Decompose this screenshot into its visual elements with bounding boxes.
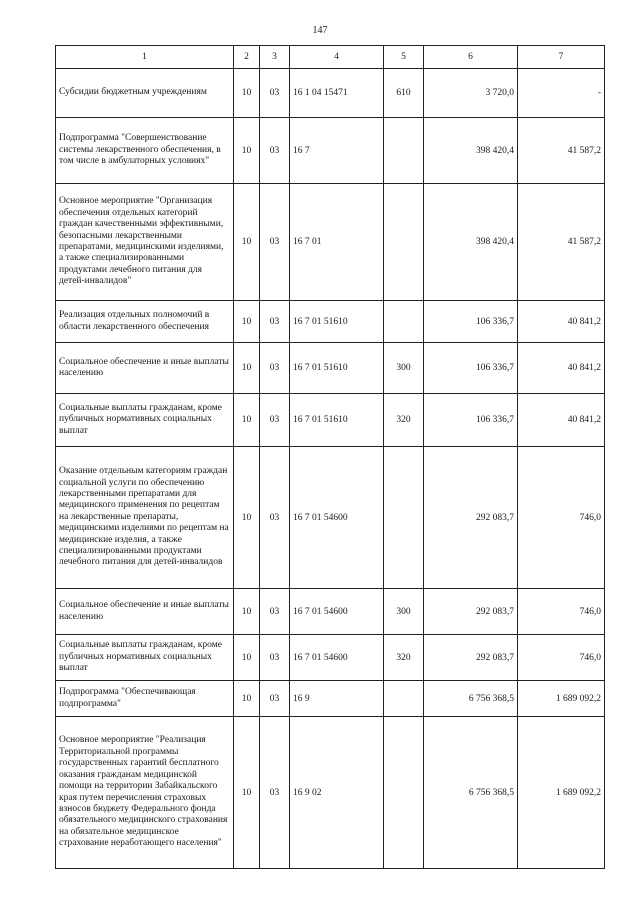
cell-target-code: 16 7 (290, 118, 384, 184)
cell-target-code: 16 9 (290, 681, 384, 717)
header-col-3: 3 (260, 46, 290, 69)
cell-expense-type (384, 184, 424, 301)
cell-amount-1: 398 420,4 (424, 184, 518, 301)
cell-section: 10 (234, 589, 260, 635)
cell-name: Подпрограмма "Совершенствование системы лекарственного обеспечения, в том числе в амбулаторных условиях" (56, 118, 234, 184)
cell-amount-2: 40 841,2 (518, 301, 605, 343)
cell-expense-type (384, 301, 424, 343)
cell-section: 10 (234, 184, 260, 301)
cell-amount-1: 6 756 368,5 (424, 681, 518, 717)
cell-amount-1: 6 756 368,5 (424, 717, 518, 869)
header-row (56, 46, 605, 69)
cell-amount-1: 398 420,4 (424, 118, 518, 184)
cell-name: Субсидии бюджетным учреждениям (56, 69, 234, 118)
budget-table (55, 45, 605, 869)
cell-expense-type (384, 118, 424, 184)
cell-target-code: 16 7 01 51610 (290, 301, 384, 343)
cell-name: Оказание отдельным категориям граждан социальной услуги по обеспечению лекарственными препаратами для медицинского применения по рецептам на лекарственные препараты, медицинскими изделиями по рецептам на медицинские изделия, а также специализированными продуктами лечебного питания для детей-инвалидов (56, 447, 234, 589)
cell-expense-type: 320 (384, 394, 424, 447)
cell-expense-type (384, 681, 424, 717)
cell-subsection: 03 (260, 118, 290, 184)
cell-subsection: 03 (260, 717, 290, 869)
cell-name: Социальное обеспечение и иные выплаты населению (56, 589, 234, 635)
cell-target-code: 16 7 01 51610 (290, 394, 384, 447)
cell-name: Социальные выплаты гражданам, кроме публичных нормативных социальных выплат (56, 394, 234, 447)
cell-amount-1: 292 083,7 (424, 635, 518, 681)
cell-subsection: 03 (260, 447, 290, 589)
cell-name: Социальное обеспечение и иные выплаты населению (56, 343, 234, 394)
cell-amount-2: - (518, 69, 605, 118)
cell-section: 10 (234, 447, 260, 589)
cell-section: 10 (234, 681, 260, 717)
cell-name: Реализация отдельных полномочий в области лекарственного обеспечения (56, 301, 234, 343)
cell-section: 10 (234, 635, 260, 681)
cell-section: 10 (234, 69, 260, 118)
cell-amount-1: 3 720,0 (424, 69, 518, 118)
cell-expense-type (384, 717, 424, 869)
page-number: 147 (312, 25, 328, 36)
cell-subsection: 03 (260, 589, 290, 635)
cell-amount-2: 746,0 (518, 447, 605, 589)
cell-expense-type: 320 (384, 635, 424, 681)
table-row (56, 447, 605, 589)
table-row (56, 343, 605, 394)
cell-amount-2: 1 689 092,2 (518, 717, 605, 869)
cell-amount-2: 41 587,2 (518, 118, 605, 184)
cell-section: 10 (234, 118, 260, 184)
cell-subsection: 03 (260, 184, 290, 301)
cell-amount-2: 40 841,2 (518, 343, 605, 394)
cell-target-code: 16 9 02 (290, 717, 384, 869)
header-col-4: 4 (290, 46, 384, 69)
cell-amount-2: 41 587,2 (518, 184, 605, 301)
cell-name: Социальные выплаты гражданам, кроме публичных нормативных социальных выплат (56, 635, 234, 681)
cell-amount-1: 106 336,7 (424, 394, 518, 447)
table-row (56, 394, 605, 447)
cell-section: 10 (234, 301, 260, 343)
cell-target-code: 16 1 04 15471 (290, 69, 384, 118)
cell-subsection: 03 (260, 681, 290, 717)
cell-amount-2: 746,0 (518, 589, 605, 635)
cell-subsection: 03 (260, 301, 290, 343)
cell-amount-1: 106 336,7 (424, 301, 518, 343)
cell-expense-type: 300 (384, 343, 424, 394)
cell-amount-2: 40 841,2 (518, 394, 605, 447)
cell-name: Подпрограмма "Обеспечивающая подпрограмма" (56, 681, 234, 717)
header-col-7: 7 (518, 46, 605, 69)
cell-amount-1: 106 336,7 (424, 343, 518, 394)
cell-section: 10 (234, 343, 260, 394)
cell-target-code: 16 7 01 54600 (290, 589, 384, 635)
header-col-1: 1 (56, 46, 234, 69)
header-col-2: 2 (234, 46, 260, 69)
header-col-5: 5 (384, 46, 424, 69)
table-row (56, 635, 605, 681)
cell-section: 10 (234, 717, 260, 869)
cell-subsection: 03 (260, 343, 290, 394)
cell-target-code: 16 7 01 54600 (290, 635, 384, 681)
cell-target-code: 16 7 01 54600 (290, 447, 384, 589)
table-row (56, 301, 605, 343)
cell-expense-type: 610 (384, 69, 424, 118)
cell-subsection: 03 (260, 394, 290, 447)
cell-target-code: 16 7 01 51610 (290, 343, 384, 394)
table-row (56, 717, 605, 869)
cell-expense-type: 300 (384, 589, 424, 635)
cell-amount-2: 1 689 092,2 (518, 681, 605, 717)
table-row (56, 118, 605, 184)
table-row (56, 69, 605, 118)
cell-subsection: 03 (260, 69, 290, 118)
cell-amount-1: 292 083,7 (424, 589, 518, 635)
cell-expense-type (384, 447, 424, 589)
table-row (56, 681, 605, 717)
cell-target-code: 16 7 01 (290, 184, 384, 301)
cell-subsection: 03 (260, 635, 290, 681)
header-col-6: 6 (424, 46, 518, 69)
cell-name: Основное мероприятие "Организация обеспечения отдельных категорий граждан качественными эффективными, безопасными лекарственными препаратами, медицинскими изделиями, а также специализированными продуктами лечебного питания для детей-инвалидов" (56, 184, 234, 301)
table-row (56, 589, 605, 635)
table-row (56, 184, 605, 301)
cell-section: 10 (234, 394, 260, 447)
cell-name: Основное мероприятие "Реализация Территориальной программы государственных гарантий бесплатного оказания гражданам медицинской помощи на территории Забайкальского края путем перечисления страховых взносов бюджету Федерального фонда обязательного медицинского страхования на обязательное медицинское страхование неработающего населения" (56, 717, 234, 869)
cell-amount-1: 292 083,7 (424, 447, 518, 589)
cell-amount-2: 746,0 (518, 635, 605, 681)
